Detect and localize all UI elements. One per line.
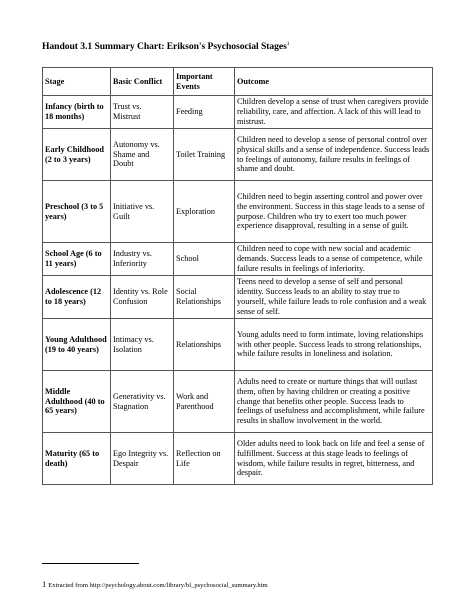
conflict-cell: Autonomy vs. Shame and Doubt [111, 129, 174, 181]
outcome-cell: Children develop a sense of trust when caregivers provide reliability, care, and affection. A lack of this will lead to mistrust. [235, 96, 433, 129]
outcome-cell: Young adults need to form intimate, loving relationships with other people. Success leads to strong relationships, while failure results in loneliness and isolation. [235, 319, 433, 371]
events-cell: Work and Parenthood [174, 371, 235, 433]
events-cell: Toilet Training [174, 129, 235, 181]
outcome-cell: Teens need to develop a sense of self and personal identity. Success leads to an ability to stay true to yourself, while failure leads to role confusion and a weak sense of self. [235, 276, 433, 319]
psychosocial-stages-table [42, 67, 433, 485]
events-cell: Relationships [174, 319, 235, 371]
outcome-cell: Children need to begin asserting control and power over the environment. Success in this stage leads to a sense of purpose. Children who try to exert too much power experience disapproval, resulting in a sense of guilt. [235, 181, 433, 243]
events-cell: Exploration [174, 181, 235, 243]
stage-cell: Early Childhood (2 to 3 years) [43, 129, 111, 181]
table-row [43, 96, 433, 129]
outcome-cell: Children need to cope with new social and academic demands. Success leads to a sense of competence, while failure results in feelings of inferiority. [235, 243, 433, 276]
stage-cell: Preschool (3 to 5 years) [43, 181, 111, 243]
table-row [43, 276, 433, 319]
conflict-cell: Trust vs. Mistrust [111, 96, 174, 129]
conflict-cell: Ego Integrity vs. Despair [111, 433, 174, 485]
outcome-cell: Older adults need to look back on life and feel a sense of fulfillment. Success at this stage leads to feelings of wisdom, while failure results in regret, bitterness, and despair. [235, 433, 433, 485]
conflict-cell: Generativity vs. Stagnation [111, 371, 174, 433]
stage-cell: Young Adulthood (19 to 40 years) [43, 319, 111, 371]
stage-cell: School Age (6 to 11 years) [43, 243, 111, 276]
page-title [42, 41, 290, 52]
events-cell: Social Relationships [174, 276, 235, 319]
table-row [43, 243, 433, 276]
page-title-text: Handout 3.1 Summary Chart: Erikson's Psychosocial Stages [42, 41, 287, 52]
table-row [43, 319, 433, 371]
table-row [43, 181, 433, 243]
events-cell: School [174, 243, 235, 276]
footnote [42, 579, 268, 589]
stage-cell: Infancy (birth to 18 months) [43, 96, 111, 129]
stage-cell: Middle Adulthood (40 to 65 years) [43, 371, 111, 433]
footnote-reference-mark: 1 [286, 40, 290, 47]
footnote-text: Extracted from http://psychology.about.com/library/bl_psychosocial_summary.htm [48, 582, 268, 589]
conflict-cell: Initiative vs. Guilt [111, 181, 174, 243]
stage-cell: Adolescence (12 to 18 years) [43, 276, 111, 319]
table-row [43, 371, 433, 433]
stage-cell: Maturity (65 to death) [43, 433, 111, 485]
header-outcome: Outcome [235, 68, 433, 96]
footnote-number: 1 [42, 579, 47, 589]
header-important-events: Important Events [174, 68, 235, 96]
events-cell: Reflection on Life [174, 433, 235, 485]
footnote-separator [42, 563, 139, 564]
header-basic-conflict: Basic Conflict [111, 68, 174, 96]
outcome-cell: Adults need to create or nurture things that will outlast them, often by having children or creating a positive change that benefits other people. Success leads to feelings of usefulness and accomplishment, while failure results in shallow involvement in the world. [235, 371, 433, 433]
conflict-cell: Intimacy vs. Isolation [111, 319, 174, 371]
conflict-cell: Identity vs. Role Confusion [111, 276, 174, 319]
header-stage: Stage [43, 68, 111, 96]
table-row [43, 433, 433, 485]
conflict-cell: Industry vs. Inferiority [111, 243, 174, 276]
events-cell: Feeding [174, 96, 235, 129]
table-row [43, 129, 433, 181]
outcome-cell: Children need to develop a sense of personal control over physical skills and a sense of independence. Success leads to feelings of autonomy, failure results in feelings of shame and doubt. [235, 129, 433, 181]
table-header-row [43, 68, 433, 96]
